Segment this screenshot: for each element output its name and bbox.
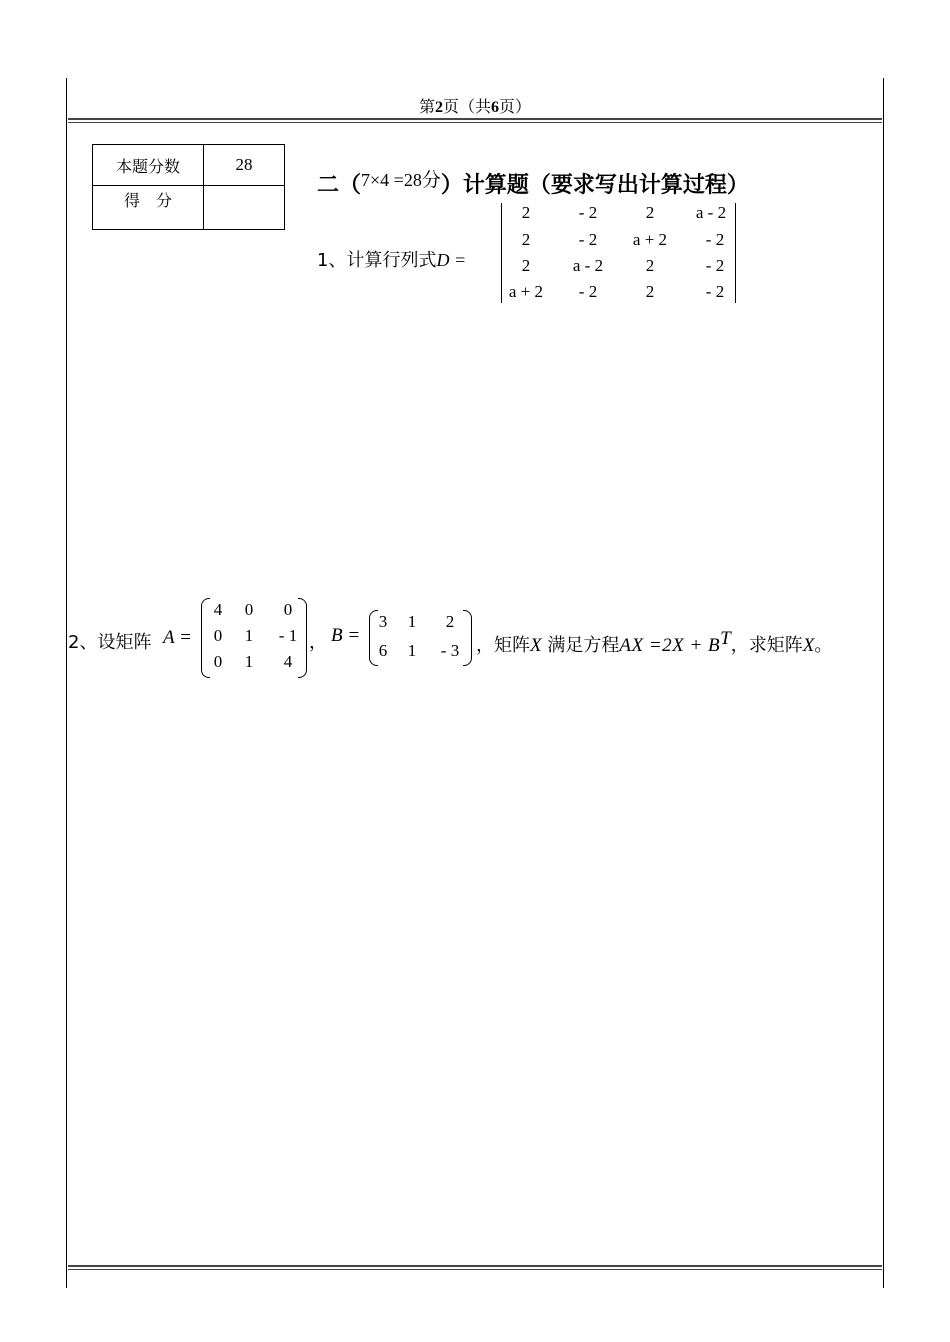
determinant-symbol: D = [436,250,467,270]
score-label: 本题分数 [93,145,204,186]
matrix-a-cell: 0 [244,600,254,619]
matrix-b-cell: 1 [407,641,417,660]
obtained-label: 得 分 [93,186,204,230]
matrix-a-cell: 4 [213,600,223,619]
matrix-a-cell: 0 [283,600,293,619]
matrix-a-cell: 0 [213,626,223,645]
left-margin-line [66,78,67,1288]
det-cell: 2 [645,203,655,222]
question-2-text: 2、设矩阵 [68,632,152,653]
matrix-a-cell: 1 [244,626,254,645]
det-cell: - 2 [578,230,598,249]
right-margin-line [883,78,884,1288]
det-cell: a - 2 [695,203,727,222]
det-cell: a - 2 [572,256,604,275]
det-cell: 2 [645,256,655,275]
matrix-b-cell: 6 [378,641,388,660]
header-rule [68,118,882,123]
det-cell: - 2 [578,282,598,301]
det-cell: a + 2 [508,282,544,301]
matrix-b [369,610,472,666]
question-1-text: 1、计算行列式 [317,250,437,271]
det-cell: - 2 [705,256,725,275]
det-cell: 2 [645,282,655,301]
footer-rule [68,1265,882,1270]
matrix-a-cell: - 1 [278,626,298,645]
det-cell: - 2 [578,203,598,222]
x-symbol: X [530,635,542,656]
det-cell: a + 2 [632,230,668,249]
page-header: 第2页（共6页） [418,97,532,116]
matrix-a [201,598,307,678]
question-2-tail: ，矩阵X 满足方程AX $=2X + B^T$，求矩阵X。 [476,628,833,656]
section-title: 二（$^{7\times 4 =28}$分）计算题（要求写出计算过程） [317,169,749,198]
det-cell: - 2 [705,230,725,249]
matrix-b-cell: 1 [407,612,417,631]
matrix-b-symbol: B = [331,625,361,646]
matrix-a-cell: 4 [283,652,293,671]
comma: ， [309,632,327,653]
matrix-b-cell: 2 [445,612,455,631]
matrix-a-symbol: A = [163,627,192,648]
obtained-value [204,186,285,230]
matrix-a-cell: 0 [213,652,223,671]
determinant-matrix [501,203,736,303]
matrix-a-cell: 1 [244,652,254,671]
det-cell: 2 [521,203,531,222]
matrix-b-cell: 3 [378,612,388,631]
score-table [92,144,285,230]
x-symbol: X [802,635,815,656]
det-cell: 2 [521,256,531,275]
det-cell: 2 [521,230,531,249]
score-value: 28 [204,145,285,186]
matrix-b-cell: - 3 [440,641,460,660]
question-1 [317,246,466,272]
equation: AX =2X + B [619,635,721,656]
det-cell: - 2 [705,282,725,301]
